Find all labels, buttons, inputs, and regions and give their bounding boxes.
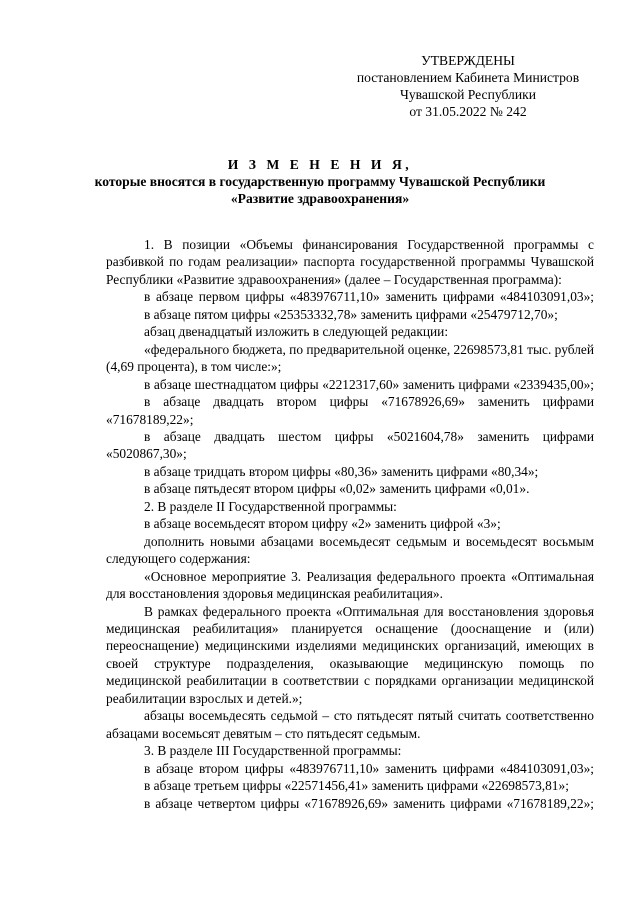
paragraph: 2. В разделе II Государственной программы: xyxy=(144,498,397,514)
paragraph: в абзаце тридцать втором цифры «80,36» заменить цифрами «80,34»; xyxy=(144,463,539,479)
paragraph: в абзаце двадцать втором цифры «71678926,69» заменить цифрами «71678189,22»; xyxy=(106,394,594,427)
document-subtitle-line1: которые вносятся в государственную программу Чувашской Республики xyxy=(94,174,546,189)
document-body xyxy=(106,236,594,812)
paragraph: в абзаце четвертом цифры «71678926,69» заменить цифрами «71678189,22»; xyxy=(144,795,594,811)
approval-issuer: постановлением Кабинета Министров xyxy=(356,70,580,85)
document-title: И З М Е Н Е Н И Я, xyxy=(227,157,413,172)
document-heading xyxy=(80,156,560,207)
paragraph: в абзаце восемьдесят втором цифру «2» заменить цифрой «3»; xyxy=(144,516,501,532)
paragraph: дополнить новыми абзацами восемьдесят седьмым и восемьдесят восьмым следующего содержания: xyxy=(106,533,594,567)
paragraph: «федерального бюджета, по предварительной оценке, 22698573,81 тыс. рублей (4,69 процента), в том числе:»; xyxy=(106,341,594,375)
paragraph: в абзаце пятьдесят втором цифры «0,02» заменить цифрами «0,01». xyxy=(144,481,530,497)
paragraph: в абзаце втором цифры «483976711,10» заменить цифрами «484103091,03»; xyxy=(144,760,594,776)
paragraph: в абзаце двадцать шестом цифры «5021604,78» заменить цифрами «5020867,30»; xyxy=(106,428,594,462)
paragraph: 1. В позиции «Объемы финансирования Государственной программы с разбивкой по годам реализации» паспорта государственной программы Чувашской Республики «Развитие здравоохранения» (далее – Государственная программа): xyxy=(106,237,594,287)
approval-date-number: от 31.05.2022 № 242 xyxy=(409,104,527,119)
approval-stamp xyxy=(330,52,606,120)
paragraph: в абзаце шестнадцатом цифры «2212317,60» заменить цифрами «2339435,00»; xyxy=(144,376,594,392)
paragraph: абзац двенадцатый изложить в следующей редакции: xyxy=(144,324,449,340)
paragraph: в абзаце первом цифры «483976711,10» заменить цифрами «484103091,03»; xyxy=(144,289,594,305)
paragraph: 3. В разделе III Государственной программы: xyxy=(144,743,402,759)
paragraph: «Основное мероприятие 3. Реализация федерального проекта «Оптимальная для восстановления здоровья медицинская реабилитация». xyxy=(106,568,594,602)
paragraph: В рамках федерального проекта «Оптимальная для восстановления здоровья медицинская реабилитация» планируется оснащение (дооснащение и (или) переоснащение) медицинскими изделиями медицинских организаций, имеющих в своей структуре подразделения, оказывающие медицинскую помощь по медицинской реабилитации в соответствии с порядками организации медицинской реабилитации взрослых и детей.»; xyxy=(106,603,594,706)
approval-heading: УТВЕРЖДЕНЫ xyxy=(421,53,515,68)
paragraph: в абзаце третьем цифры «22571456,41» заменить цифрами «22698573,81»; xyxy=(144,778,569,794)
paragraph: в абзаце пятом цифры «25353332,78» заменить цифрами «25479712,70»; xyxy=(144,306,558,322)
document-subtitle-line2: «Развитие здравоохранения» xyxy=(230,191,410,206)
approval-region: Чувашской Республики xyxy=(400,87,536,102)
paragraph: абзацы восемьдесять седьмой – сто пятьдесят пятый считать соответственно абзацами восемьсят девятым – сто пятьдесят седьмым. xyxy=(106,708,594,741)
